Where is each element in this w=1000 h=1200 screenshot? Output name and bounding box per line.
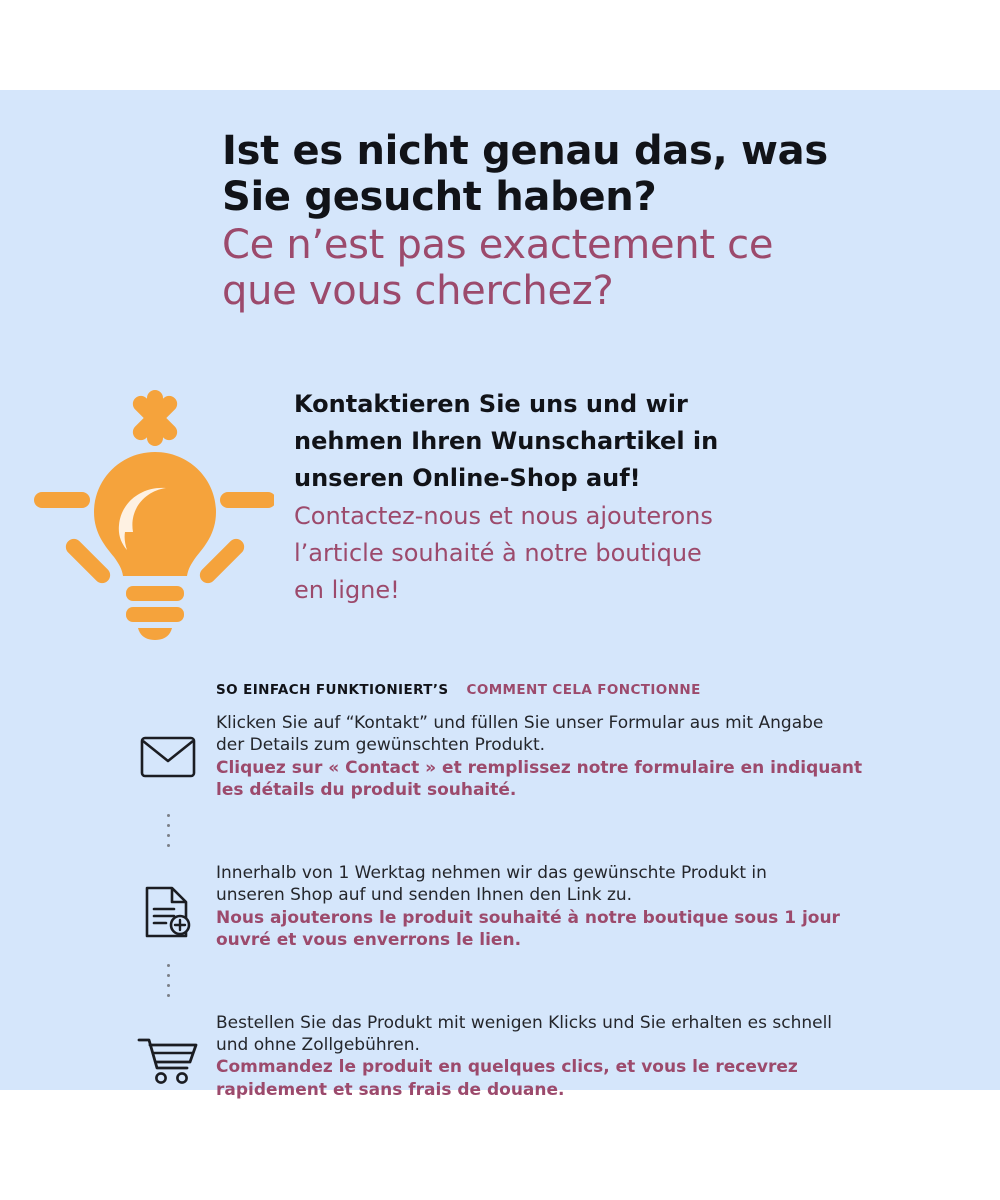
headline-french <box>222 222 962 314</box>
step-french <box>216 1056 940 1101</box>
shopping-cart-icon <box>120 1010 216 1084</box>
howto-heading <box>216 682 701 698</box>
step-french-line2: ouvré et vous enverrons le lien. <box>216 930 522 951</box>
list-item <box>120 1010 940 1102</box>
step-text <box>216 1010 940 1102</box>
dotted-connector-icon <box>120 802 216 860</box>
step-french-line2: rapidement et sans frais de douane. <box>216 1079 565 1100</box>
document-add-icon <box>120 860 216 938</box>
howto-heading-french: COMMENT CELA FONCTIONNE <box>466 682 701 698</box>
step-text <box>216 860 940 952</box>
step-french-line1: Nous ajouterons le produit souhaité à notre boutique sous 1 jour <box>216 907 840 928</box>
step-separator <box>120 802 940 860</box>
lightbulb-icon <box>34 390 274 640</box>
dotted-connector-icon <box>120 952 216 1010</box>
headline-german <box>222 128 962 220</box>
step-french-line1: Commandez le produit en quelques clics, et vous le recevrez <box>216 1057 798 1078</box>
step-german-line1: Innerhalb von 1 Werktag nehmen wir das gewünschte Produkt in <box>216 862 767 883</box>
subtext-german-line2: nehmen Ihren Wunschartikel in <box>294 427 719 456</box>
headline-german-line2: Sie gesucht haben? <box>222 174 657 220</box>
step-german <box>216 1012 940 1057</box>
promo-subtext <box>294 386 894 609</box>
subtext-french-line1: Contactez-nous et nous ajouterons <box>294 501 713 530</box>
howto-heading-german: SO EINFACH FUNKTIONIERT’S <box>216 682 449 698</box>
headline-french-line2: que vous cherchez? <box>222 268 614 314</box>
list-item <box>120 860 940 952</box>
step-french-line2: les détails du produit souhaité. <box>216 780 517 801</box>
step-german-line1: Klicken Sie auf “Kontakt” und füllen Sie unser Formular aus mit Angabe <box>216 713 824 733</box>
howto-steps <box>120 710 940 1101</box>
subtext-german <box>294 386 894 498</box>
step-german-line2: unseren Shop auf und senden Ihnen den Link zu. <box>216 885 633 906</box>
step-german <box>216 862 940 907</box>
step-german-line1: Bestellen Sie das Produkt mit wenigen Klicks und Sie erhalten es schnell <box>216 1012 833 1033</box>
step-german <box>216 712 940 757</box>
subtext-german-line3: unseren Online-Shop auf! <box>294 464 641 493</box>
page-title <box>222 128 962 314</box>
step-french <box>216 757 940 802</box>
promo-panel <box>0 90 1000 1100</box>
list-item <box>120 710 940 802</box>
step-text <box>216 710 940 802</box>
subtext-french-line3: en ligne! <box>294 575 400 604</box>
step-french-line1: Cliquez sur « Contact » et remplissez notre formulaire en indiquant <box>216 757 863 778</box>
headline-german-line1: Ist es nicht genau das, was <box>222 128 828 174</box>
step-french <box>216 907 940 952</box>
step-german-line2: der Details zum gewünschten Produkt. <box>216 735 546 756</box>
subtext-french <box>294 498 894 610</box>
headline-french-line1: Ce n’est pas exactement ce <box>222 222 774 268</box>
subtext-german-line1: Kontaktieren Sie uns und wir <box>294 390 688 418</box>
step-german-line2: und ohne Zollgebühren. <box>216 1034 420 1055</box>
subtext-french-line2: l’article souhaité à notre boutique <box>294 538 702 567</box>
step-separator <box>120 952 940 1010</box>
envelope-icon <box>120 710 216 778</box>
